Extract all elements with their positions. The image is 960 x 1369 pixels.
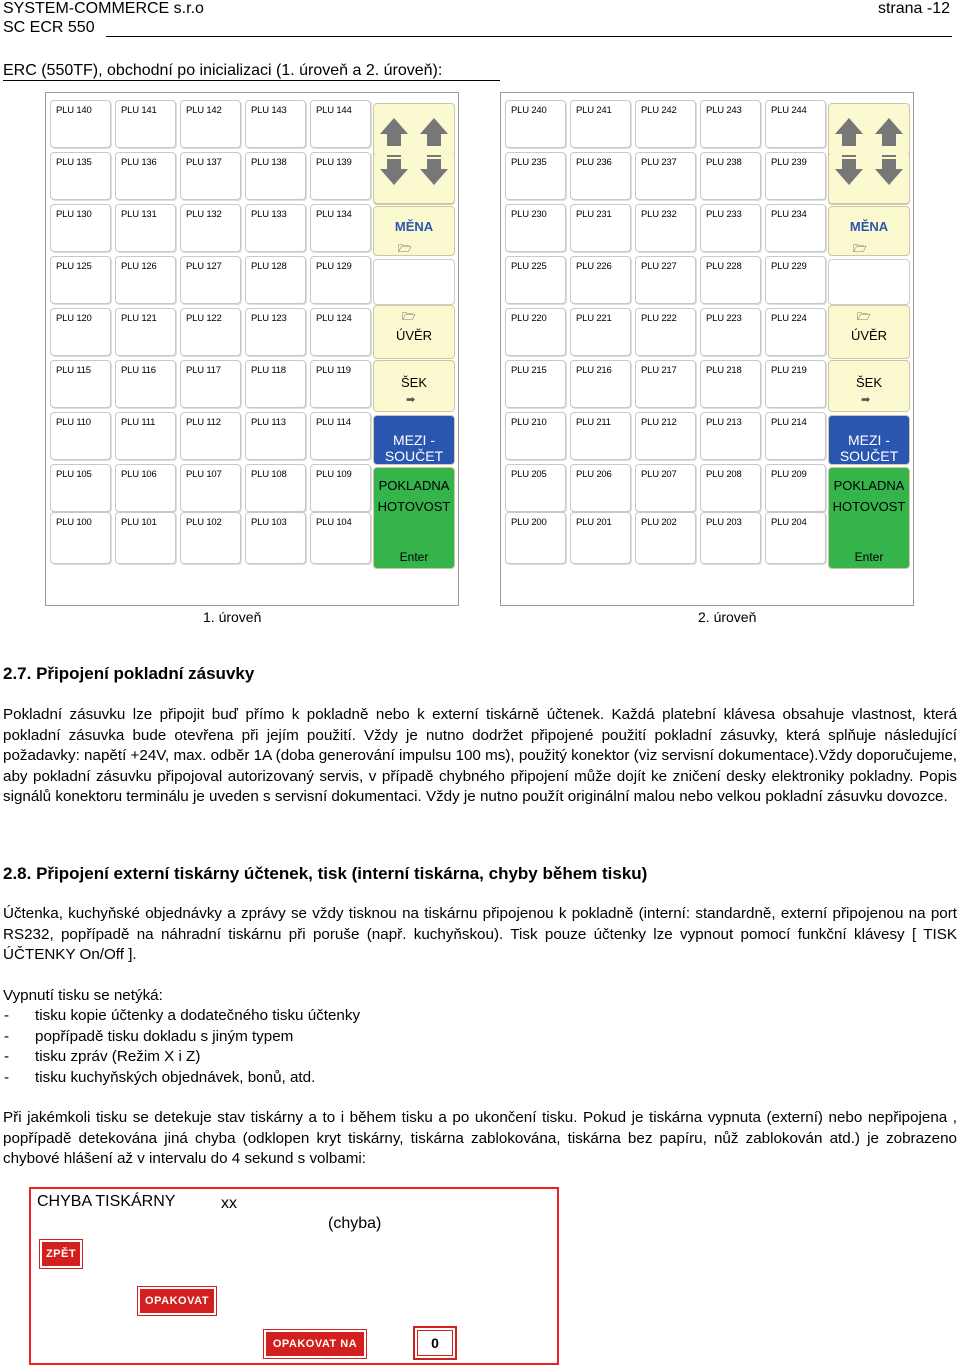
mezisoucet-label: MEZI - SOUČET [384, 432, 444, 464]
error-title: CHYBA TISKÁRNY [37, 1193, 176, 1210]
plu-key-label: PLU 106 [121, 469, 157, 480]
plu-key-label: PLU 126 [121, 261, 157, 272]
blank-key[interactable] [373, 259, 455, 305]
pokladna-key[interactable] [373, 467, 455, 569]
folder-icon: 🗁 [853, 243, 867, 255]
plu-key-label: PLU 141 [121, 105, 157, 116]
model-name: SC ECR 550 [3, 19, 95, 36]
plu-key-label: PLU 143 [251, 105, 287, 116]
plu-key-label: PLU 100 [56, 517, 92, 528]
plu-key-label: PLU 123 [251, 313, 287, 324]
plu-key[interactable] [245, 152, 306, 200]
plu-key-label: PLU 129 [316, 261, 352, 272]
plu-key-label: PLU 221 [576, 313, 612, 324]
plu-key[interactable] [115, 308, 176, 356]
plu-key-label: PLU 213 [706, 417, 742, 428]
plu-key[interactable] [115, 152, 176, 200]
plu-key[interactable] [700, 360, 761, 408]
plu-key-label: PLU 137 [186, 157, 222, 168]
plu-key-label: PLU 117 [186, 365, 221, 376]
plu-key-label: PLU 105 [56, 469, 92, 480]
plu-key-label: PLU 243 [706, 105, 742, 116]
mena-label: MĚNA [849, 219, 889, 234]
plu-key-label: PLU 229 [771, 261, 807, 272]
plu-key-label: PLU 240 [511, 105, 547, 116]
plu-key-label: PLU 224 [771, 313, 807, 324]
plu-key-label: PLU 134 [316, 209, 352, 220]
section-2-7-title: 2.7. Připojení pokladní zásuvky [3, 664, 255, 683]
plu-key-label: PLU 233 [706, 209, 742, 220]
plu-key-label: PLU 219 [771, 365, 807, 376]
plu-key-label: PLU 220 [511, 313, 547, 324]
right-arrow-icon: ➡ [406, 394, 416, 406]
plu-key[interactable] [115, 204, 176, 252]
plu-key[interactable] [180, 464, 241, 512]
printer-error-dialog [29, 1187, 559, 1365]
plu-key-label: PLU 103 [251, 517, 287, 528]
plu-key[interactable] [180, 256, 241, 304]
down-arrow-icon [374, 153, 454, 201]
mena-label: MĚNA [394, 219, 434, 234]
plu-key-label: PLU 222 [641, 313, 677, 324]
keyboard-level-1 [45, 92, 459, 606]
plu-key-label: PLU 209 [771, 469, 807, 480]
plu-key-label: PLU 211 [576, 417, 611, 428]
plu-key-label: PLU 238 [706, 157, 742, 168]
plu-key[interactable] [245, 308, 306, 356]
plu-key-label: PLU 208 [706, 469, 742, 480]
plu-key[interactable] [50, 100, 111, 148]
plu-key-label: PLU 140 [56, 105, 92, 116]
plu-key-label: PLU 111 [121, 417, 156, 428]
plu-key-label: PLU 120 [56, 313, 92, 324]
back-button[interactable]: ZPĚT [40, 1240, 82, 1268]
plu-key[interactable] [310, 360, 371, 408]
plu-key[interactable] [765, 308, 826, 356]
plu-key-label: PLU 232 [641, 209, 677, 220]
plu-key[interactable] [50, 204, 111, 252]
header-rule [106, 36, 952, 37]
enter-label: Enter [399, 550, 429, 564]
pokladna-key[interactable] [828, 467, 910, 569]
plu-key-label: PLU 223 [706, 313, 742, 324]
plu-key[interactable] [50, 412, 111, 460]
plu-key-label: PLU 215 [511, 365, 547, 376]
plu-key[interactable] [505, 204, 566, 252]
plu-key[interactable] [635, 412, 696, 460]
mezisoucet-label: MEZI - SOUČET [839, 432, 899, 464]
plu-key-label: PLU 239 [771, 157, 807, 168]
plu-key[interactable] [765, 204, 826, 252]
mena-key[interactable] [373, 206, 455, 256]
plu-key-label: PLU 115 [56, 365, 91, 376]
plu-key[interactable] [570, 204, 631, 252]
plu-key[interactable] [50, 464, 111, 512]
pokladna-label: POKLADNA [833, 478, 905, 493]
plu-key[interactable] [310, 512, 371, 564]
plu-key-label: PLU 144 [316, 105, 352, 116]
plu-key-label: PLU 116 [121, 365, 156, 376]
plu-key-label: PLU 110 [56, 417, 91, 428]
list-item: - popřípadě tisku dokladu s jiným typem [4, 1027, 360, 1048]
plu-key-label: PLU 133 [251, 209, 287, 220]
plu-key-label: PLU 206 [576, 469, 612, 480]
plu-key[interactable] [310, 412, 371, 460]
plu-key-label: PLU 128 [251, 261, 287, 272]
section-2-8-p1: Účtenka, kuchyňské objednávky a zprávy se vždy tisknou na tiskárnu připojenou k pokladně (interní: standardně, externí připojenou na port RS232, popřípadě na náhradní tiskárnu při poruše (např. kuchyňskou). Tisk pouze účtenky lze vypnout pomocí funkční klávesy [ TISK ÚČTENKY On/Off ]. [3, 905, 957, 963]
plu-key-label: PLU 234 [771, 209, 807, 220]
keyboard-level-2 [500, 92, 914, 606]
error-subtitle: (chyba) [328, 1215, 382, 1232]
plu-key[interactable] [765, 464, 826, 512]
plu-key-label: PLU 118 [251, 365, 286, 376]
folder-icon: 🗁 [857, 311, 871, 323]
plu-key[interactable] [310, 204, 371, 252]
hotovost-label: HOTOVOST [377, 499, 451, 514]
plu-key-label: PLU 107 [186, 469, 222, 480]
plu-key-label: PLU 205 [511, 469, 547, 480]
plu-key[interactable] [115, 100, 176, 148]
plu-key-label: PLU 241 [576, 105, 612, 116]
plu-key-label: PLU 136 [121, 157, 157, 168]
list-item: - tisku zpráv (Režim X i Z) [4, 1047, 360, 1068]
plu-key[interactable] [180, 512, 241, 564]
plu-key-label: PLU 119 [316, 365, 351, 376]
plu-key[interactable] [505, 100, 566, 148]
uver-label: ÚVĚR [395, 328, 433, 343]
folder-icon: 🗁 [398, 243, 412, 255]
plu-key[interactable] [245, 256, 306, 304]
sek-key[interactable] [828, 360, 910, 412]
plu-key[interactable] [505, 308, 566, 356]
section-2-7-text: Pokladní zásuvku lze připojit buď přímo k pokladně nebo k externí tiskárně účtenek. Každá platební klávesa obsahuje vlastnost, která pokladní zásuvka bude otevřena při jejím použití. Vždy je nutno dodržet připojené použití pokladní zásuvky, která splňuje následující požadavky: napětí +24V, max. odběr 1A (doba generování impulsu 100 ms), použitý konektor (viz servisní dokumentace).Vždy doporučujeme, aby pokladní zásuvku připojoval autorizovaný servis, v případě chybného připojení může dojít ke zničení desky elektroniky pokladny. Popis signálů konektoru terminálu je uveden s servisní dokumentaci. Vždy je nutno použít originální malou nebo velkou pokladní zásuvku dovozce. [3, 706, 957, 805]
blank-key[interactable] [828, 259, 910, 305]
plu-key[interactable] [50, 256, 111, 304]
plu-key[interactable] [700, 512, 761, 564]
arrow-down-key[interactable] [373, 153, 455, 204]
plu-key[interactable] [115, 464, 176, 512]
plu-key[interactable] [245, 412, 306, 460]
plu-key-label: PLU 127 [186, 261, 222, 272]
plu-key-label: PLU 236 [576, 157, 612, 168]
plu-key[interactable] [765, 512, 826, 564]
plu-key[interactable] [700, 308, 761, 356]
plu-key-label: PLU 112 [186, 417, 221, 428]
plu-key-label: PLU 202 [641, 517, 677, 528]
plu-key-label: PLU 101 [121, 517, 157, 528]
mena-key[interactable] [828, 206, 910, 256]
company-name: SYSTEM-COMMERCE s.r.o [3, 0, 204, 17]
printer-number-field[interactable]: 0 [413, 1326, 457, 1360]
plu-key-label: PLU 125 [56, 261, 92, 272]
plu-key-label: PLU 210 [511, 417, 547, 428]
plu-key[interactable] [310, 256, 371, 304]
plu-key-label: PLU 214 [771, 417, 807, 428]
plu-key[interactable] [505, 256, 566, 304]
uver-key[interactable] [373, 305, 455, 359]
plu-key-label: PLU 139 [316, 157, 352, 168]
plu-key-label: PLU 203 [706, 517, 742, 528]
plu-key[interactable] [505, 152, 566, 200]
plu-key-label: PLU 138 [251, 157, 287, 168]
section-2-8-p2: Vypnutí tisku se netýká: [3, 987, 163, 1004]
plu-key[interactable] [245, 360, 306, 408]
plu-key-label: PLU 113 [251, 417, 286, 428]
plu-key[interactable] [180, 308, 241, 356]
plu-key-label: PLU 104 [316, 517, 352, 528]
plu-key[interactable] [570, 464, 631, 512]
plu-key-label: PLU 132 [186, 209, 222, 220]
plu-key[interactable] [635, 308, 696, 356]
plu-key-label: PLU 130 [56, 209, 92, 220]
plu-key-label: PLU 237 [641, 157, 677, 168]
plu-key[interactable] [50, 512, 111, 564]
plu-key[interactable] [245, 100, 306, 148]
mezisoucet-key[interactable] [373, 415, 455, 465]
plu-key[interactable] [180, 152, 241, 200]
plu-key[interactable] [700, 256, 761, 304]
up-arrow-icon [829, 104, 909, 154]
plu-key-label: PLU 235 [511, 157, 547, 168]
plu-key-label: PLU 204 [771, 517, 807, 528]
plu-key[interactable] [180, 100, 241, 148]
plu-key[interactable] [635, 100, 696, 148]
plu-key[interactable] [180, 412, 241, 460]
plu-key-label: PLU 124 [316, 313, 352, 324]
plu-key[interactable] [635, 464, 696, 512]
plu-key[interactable] [570, 100, 631, 148]
plu-key-label: PLU 230 [511, 209, 547, 220]
list-item: - tisku kopie účtenky a dodatečného tisku účtenky [4, 1006, 360, 1027]
sek-label: ŠEK [855, 375, 882, 390]
plu-key-label: PLU 212 [641, 417, 677, 428]
plu-key[interactable] [635, 204, 696, 252]
plu-key[interactable] [635, 512, 696, 564]
plu-key[interactable] [115, 360, 176, 408]
up-arrow-icon [374, 104, 454, 154]
plu-key[interactable] [700, 100, 761, 148]
plu-key[interactable] [765, 256, 826, 304]
plu-key-label: PLU 226 [576, 261, 612, 272]
plu-key[interactable] [310, 100, 371, 148]
plu-key[interactable] [635, 152, 696, 200]
retry-button[interactable]: OPAKOVAT [138, 1287, 216, 1315]
plu-key-label: PLU 225 [511, 261, 547, 272]
intro-underline [3, 80, 500, 81]
plu-key-label: PLU 242 [641, 105, 677, 116]
section-2-8-title: 2.8. Připojení externí tiskárny účtenek, tisk (interní tiskárna, chyby během tisku) [3, 864, 648, 883]
plu-key-label: PLU 218 [706, 365, 742, 376]
right-arrow-icon: ➡ [861, 394, 871, 406]
folder-icon: 🗁 [402, 311, 416, 323]
plu-key-label: PLU 135 [56, 157, 92, 168]
plu-key[interactable] [245, 512, 306, 564]
plu-key[interactable] [765, 100, 826, 148]
intro-text: ERC (550TF), obchodní po inicializaci (1. úroveň a 2. úroveň): [3, 62, 443, 79]
plu-key[interactable] [635, 360, 696, 408]
plu-key[interactable] [50, 152, 111, 200]
arrow-down-key[interactable] [828, 153, 910, 204]
plu-key[interactable] [505, 412, 566, 460]
plu-key-label: PLU 122 [186, 313, 222, 324]
plu-key-label: PLU 217 [641, 365, 677, 376]
page-number: strana -12 [877, 0, 950, 17]
plu-key-label: PLU 102 [186, 517, 222, 528]
exclusions-list [35, 1006, 360, 1088]
section-2-8-p3: Při jakémkoli tisku se detekuje stav tiskárny a to i během tisku a po ukončení tisku. Pokud je tiskárna vypnuta (externí) nebo nepřipojena , popřípadě detekována jiná chyba (odklopen kryt tiskárny, tiskárna zablokována, tiskárna bez papíru, nůž zablokován atd.) je zobrazeno chybové hlášení až v intervalu do 4 sekund s volbami: [3, 1109, 957, 1167]
plu-key[interactable] [700, 152, 761, 200]
uver-key[interactable] [828, 305, 910, 359]
plu-key[interactable] [50, 308, 111, 356]
plu-key[interactable] [310, 152, 371, 200]
pokladna-label: POKLADNA [378, 478, 450, 493]
plu-key[interactable] [505, 512, 566, 564]
plu-key[interactable] [505, 464, 566, 512]
plu-key[interactable] [765, 152, 826, 200]
plu-key[interactable] [115, 412, 176, 460]
plu-key[interactable] [570, 412, 631, 460]
plu-key[interactable] [180, 204, 241, 252]
plu-key[interactable] [570, 256, 631, 304]
enter-label: Enter [854, 550, 884, 564]
mezisoucet-key[interactable] [828, 415, 910, 465]
error-code: xx [221, 1195, 237, 1212]
plu-key-label: PLU 109 [316, 469, 352, 480]
plu-key[interactable] [570, 360, 631, 408]
plu-key[interactable] [310, 464, 371, 512]
plu-key[interactable] [50, 360, 111, 408]
plu-key[interactable] [700, 412, 761, 460]
plu-key[interactable] [115, 256, 176, 304]
plu-key-label: PLU 131 [121, 209, 157, 220]
plu-key[interactable] [700, 204, 761, 252]
uver-label: ÚVĚR [850, 328, 888, 343]
hotovost-label: HOTOVOST [832, 499, 906, 514]
plu-key-label: PLU 142 [186, 105, 222, 116]
down-arrow-icon [829, 153, 909, 201]
plu-key[interactable] [115, 512, 176, 564]
plu-key-label: PLU 244 [771, 105, 807, 116]
plu-key[interactable] [635, 256, 696, 304]
plu-key-label: PLU 228 [706, 261, 742, 272]
plu-key-label: PLU 227 [641, 261, 677, 272]
plu-key[interactable] [570, 152, 631, 200]
level-2-caption: 2. úroveň [698, 609, 757, 625]
plu-key[interactable] [180, 360, 241, 408]
plu-key-label: PLU 114 [316, 417, 351, 428]
sek-key[interactable] [373, 360, 455, 412]
plu-key[interactable] [570, 308, 631, 356]
plu-key-label: PLU 207 [641, 469, 677, 480]
plu-key-label: PLU 231 [576, 209, 612, 220]
plu-key-label: PLU 121 [121, 313, 157, 324]
plu-key-label: PLU 201 [576, 517, 612, 528]
plu-key[interactable] [700, 464, 761, 512]
plu-key[interactable] [765, 360, 826, 408]
retry-on-button[interactable]: OPAKOVAT NA [264, 1330, 366, 1358]
plu-key[interactable] [310, 308, 371, 356]
plu-key[interactable] [245, 204, 306, 252]
plu-key[interactable] [570, 512, 631, 564]
list-item: - tisku kuchyňských objednávek, bonů, atd. [4, 1068, 360, 1089]
plu-key[interactable] [505, 360, 566, 408]
plu-key-label: PLU 200 [511, 517, 547, 528]
plu-key[interactable] [765, 412, 826, 460]
plu-key-label: PLU 108 [251, 469, 287, 480]
level-1-caption: 1. úroveň [203, 609, 262, 625]
plu-key[interactable] [245, 464, 306, 512]
sek-label: ŠEK [400, 375, 427, 390]
plu-key-label: PLU 216 [576, 365, 612, 376]
